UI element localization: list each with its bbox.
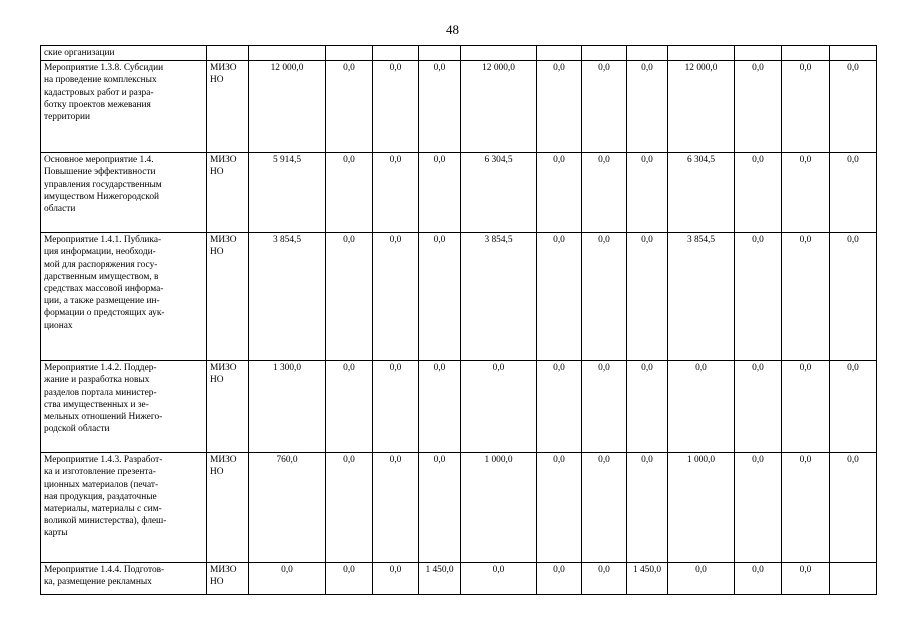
table-row (41, 46, 877, 61)
activity-name-line: ционных материалов (печат- (44, 479, 159, 490)
funding-value-cell: 12 000,0 (249, 61, 326, 153)
activity-name-line: Мероприятие 1.4.1. Публика- (44, 235, 162, 246)
funding-value-cell: 0,0 (419, 453, 461, 563)
funding-value-cell: 0,0 (373, 361, 419, 453)
table-row (41, 153, 877, 233)
activity-name-line: Мероприятие 1.4.4. Подготов- (44, 565, 165, 576)
funding-value-cell (326, 46, 373, 61)
page-number: 48 (446, 22, 459, 37)
activity-name-line: ная продукция, раздаточные (44, 491, 157, 502)
executor-cell (207, 46, 249, 61)
executor-cell (207, 153, 249, 233)
activity-name-line: дарственным имуществом, в (44, 271, 159, 282)
activity-name-cell (41, 153, 207, 233)
activity-name-cell (41, 361, 207, 453)
activity-name-line: Мероприятие 1.4.2. Поддер- (44, 363, 157, 374)
funding-value-cell (419, 46, 461, 61)
funding-value-cell: 3 854,5 (461, 233, 537, 361)
funding-value-cell: 3 854,5 (668, 233, 735, 361)
funding-value-cell: 0,0 (735, 563, 782, 595)
funding-value-cell: 0,0 (326, 563, 373, 595)
funding-value-cell (627, 46, 668, 61)
funding-value-cell: 0,0 (419, 361, 461, 453)
funding-value-cell: 0,0 (668, 361, 735, 453)
executor-cell (207, 563, 249, 595)
funding-value-cell (782, 46, 830, 61)
activity-name-line: на проведение комплексных (44, 75, 157, 86)
funding-value-cell: 0,0 (419, 61, 461, 153)
funding-value-cell: 0,0 (830, 453, 877, 563)
funding-value-cell: 0,0 (373, 563, 419, 595)
funding-value-cell: 0,0 (373, 61, 419, 153)
funding-value-cell: 0,0 (373, 153, 419, 233)
funding-value-cell (582, 46, 627, 61)
funding-value-cell: 6 304,5 (668, 153, 735, 233)
funding-value-cell: 3 854,5 (249, 233, 326, 361)
funding-value-cell: 0,0 (582, 361, 627, 453)
activity-name-line: управления государственным (44, 179, 162, 190)
funding-value-cell: 0,0 (373, 233, 419, 361)
funding-value-cell: 0,0 (249, 563, 326, 595)
activity-name-line: ства имущественных и зе- (44, 399, 149, 410)
executor-cell (207, 233, 249, 361)
activity-name-line: ские организации (44, 48, 115, 58)
funding-value-cell: 0,0 (627, 153, 668, 233)
funding-value-cell: 0,0 (735, 361, 782, 453)
activity-name-line: территории (44, 112, 91, 123)
executor-cell (207, 361, 249, 453)
funding-value-cell: 0,0 (735, 453, 782, 563)
funding-value-cell: 0,0 (461, 563, 537, 595)
executor-line: НО (210, 467, 224, 478)
executor-line: МИЗО (210, 565, 237, 576)
funding-value-cell: 0,0 (373, 453, 419, 563)
funding-value-cell (373, 46, 419, 61)
activity-name-line: Мероприятие 1.3.8. Субсидии (44, 63, 164, 74)
funding-value-cell: 0,0 (627, 61, 668, 153)
funding-value-cell: 0,0 (830, 361, 877, 453)
funding-value-cell (830, 563, 877, 595)
funding-value-cell: 0,0 (582, 61, 627, 153)
executor-line: НО (210, 247, 224, 258)
executor-line: МИЗО (210, 155, 237, 166)
activity-name-line: разделов портала министер- (44, 387, 157, 398)
activity-name-line: мельных отношений Нижего- (44, 412, 163, 423)
activity-name-line: формации о предстоящих аук- (44, 308, 165, 319)
funding-value-cell: 0,0 (782, 453, 830, 563)
funding-value-cell: 760,0 (249, 453, 326, 563)
funding-value-cell: 0,0 (782, 563, 830, 595)
activity-name-cell (41, 46, 207, 61)
funding-value-cell: 0,0 (537, 361, 582, 453)
activity-name-line: ка, размещение рекламных (44, 577, 152, 588)
funding-value-cell (735, 46, 782, 61)
funding-value-cell: 0,0 (782, 61, 830, 153)
funding-value-cell: 0,0 (627, 233, 668, 361)
funding-value-cell (537, 46, 582, 61)
funding-value-cell: 0,0 (735, 153, 782, 233)
activity-name-line: жание и разработка новых (44, 375, 150, 386)
executor-line: НО (210, 577, 224, 588)
executor-cell (207, 453, 249, 563)
activity-name-line: Основное мероприятие 1.4. (44, 155, 154, 166)
funding-value-cell: 1 450,0 (627, 563, 668, 595)
funding-value-cell: 0,0 (537, 453, 582, 563)
activity-name-line: ционах (44, 320, 73, 331)
activity-name-line: материалы, материалы с сим- (44, 504, 162, 515)
funding-value-cell (249, 46, 326, 61)
funding-value-cell: 0,0 (326, 153, 373, 233)
funding-value-cell: 0,0 (627, 453, 668, 563)
activity-name-line: ции, а также размещение ин- (44, 296, 160, 307)
activity-name-line: имуществом Нижегородской (44, 191, 160, 202)
budget-table (40, 45, 877, 595)
funding-value-cell: 0,0 (782, 233, 830, 361)
activity-name-line: кадастровых работ и разра- (44, 87, 154, 98)
funding-value-cell: 0,0 (668, 563, 735, 595)
activity-name-cell (41, 61, 207, 153)
activity-name-line: Повышение эффективности (44, 167, 156, 178)
funding-value-cell: 1 450,0 (419, 563, 461, 595)
funding-value-cell (668, 46, 735, 61)
funding-value-cell: 0,0 (326, 361, 373, 453)
activity-name-line: средствах массовой информа- (44, 284, 164, 295)
table-row (41, 233, 877, 361)
funding-value-cell: 0,0 (537, 563, 582, 595)
funding-value-cell: 0,0 (326, 61, 373, 153)
executor-line: НО (210, 375, 224, 386)
activity-name-line: карты (44, 528, 68, 539)
funding-value-cell: 0,0 (782, 153, 830, 233)
funding-value-cell: 0,0 (735, 61, 782, 153)
funding-value-cell: 0,0 (830, 153, 877, 233)
funding-value-cell: 0,0 (582, 233, 627, 361)
executor-line: МИЗО (210, 235, 237, 246)
funding-value-cell: 6 304,5 (461, 153, 537, 233)
funding-value-cell (830, 46, 877, 61)
executor-line: НО (210, 75, 224, 86)
funding-value-cell: 0,0 (326, 233, 373, 361)
activity-name-line: ка и изготовление презента- (44, 467, 156, 478)
executor-line: МИЗО (210, 455, 237, 466)
activity-name-line: ботку проектов межевания (44, 99, 151, 110)
executor-line: НО (210, 167, 224, 178)
funding-value-cell: 1 000,0 (461, 453, 537, 563)
funding-value-cell: 1 000,0 (668, 453, 735, 563)
executor-cell (207, 61, 249, 153)
funding-value-cell: 0,0 (419, 233, 461, 361)
activity-name-cell (41, 453, 207, 563)
table-row (41, 563, 877, 595)
activity-name-line: Мероприятие 1.4.3. Разработ- (44, 455, 163, 466)
funding-value-cell: 0,0 (419, 153, 461, 233)
table-row (41, 361, 877, 453)
executor-line: МИЗО (210, 363, 237, 374)
activity-name-cell (41, 563, 207, 595)
funding-value-cell: 12 000,0 (461, 61, 537, 153)
funding-value-cell: 0,0 (582, 153, 627, 233)
activity-name-line: ция информации, необходи- (44, 247, 156, 258)
activity-name-line: родской области (44, 424, 110, 435)
funding-value-cell: 5 914,5 (249, 153, 326, 233)
table-row (41, 453, 877, 563)
funding-value-cell: 0,0 (735, 233, 782, 361)
table-row (41, 61, 877, 153)
funding-value-cell: 0,0 (582, 453, 627, 563)
funding-value-cell: 0,0 (326, 453, 373, 563)
funding-value-cell (461, 46, 537, 61)
funding-value-cell: 0,0 (782, 361, 830, 453)
funding-value-cell: 0,0 (627, 361, 668, 453)
activity-name-cell (41, 233, 207, 361)
activity-name-line: мой для распоряжения госу- (44, 259, 158, 270)
funding-value-cell: 1 300,0 (249, 361, 326, 453)
funding-value-cell: 0,0 (537, 153, 582, 233)
funding-value-cell: 0,0 (582, 563, 627, 595)
activity-name-line: воликой министерства), флеш- (44, 516, 167, 527)
funding-value-cell: 0,0 (830, 61, 877, 153)
funding-value-cell: 0,0 (537, 61, 582, 153)
funding-value-cell: 0,0 (537, 233, 582, 361)
activity-name-line: области (44, 204, 76, 215)
funding-value-cell: 0,0 (461, 361, 537, 453)
executor-line: МИЗО (210, 63, 237, 74)
funding-value-cell: 12 000,0 (668, 61, 735, 153)
funding-value-cell: 0,0 (830, 233, 877, 361)
